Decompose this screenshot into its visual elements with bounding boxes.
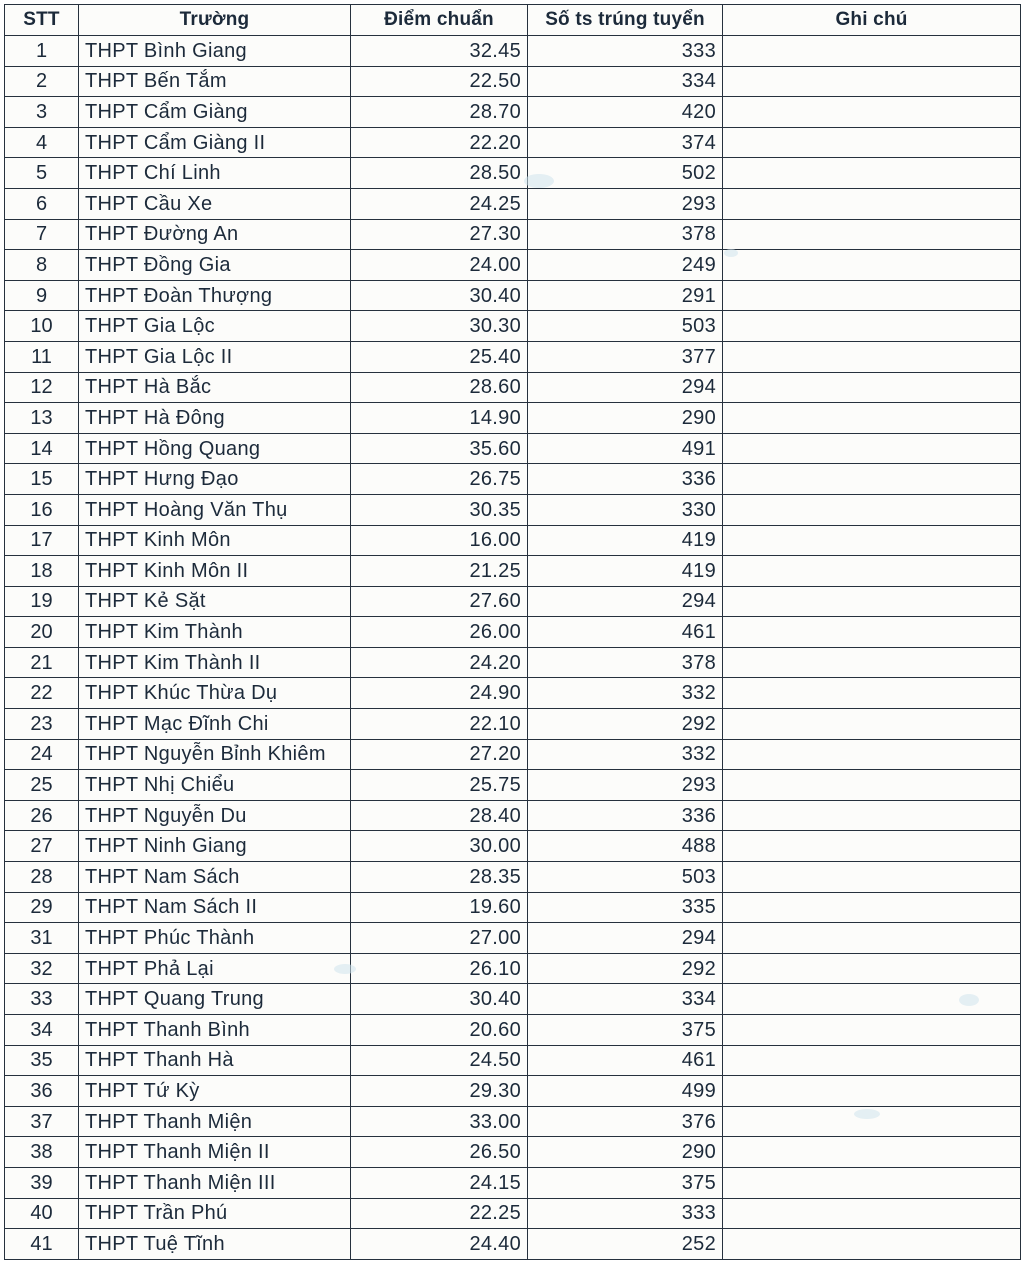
row-school: THPT Nguyễn Bỉnh Khiêm: [79, 739, 351, 770]
row-count: 503: [528, 862, 723, 893]
row-score: 30.35: [351, 494, 528, 525]
row-count: 419: [528, 525, 723, 556]
row-school: THPT Trần Phú: [79, 1198, 351, 1229]
row-note: [723, 800, 1021, 831]
row-note: [723, 372, 1021, 403]
row-note: [723, 311, 1021, 342]
header-note: Ghi chú: [723, 5, 1021, 36]
row-school: THPT Hồng Quang: [79, 433, 351, 464]
row-note: [723, 525, 1021, 556]
row-stt: 10: [5, 311, 79, 342]
row-count: 377: [528, 341, 723, 372]
row-school: THPT Tứ Kỳ: [79, 1076, 351, 1107]
row-stt: 41: [5, 1229, 79, 1260]
row-school: THPT Quang Trung: [79, 984, 351, 1015]
row-note: [723, 739, 1021, 770]
row-count: 294: [528, 372, 723, 403]
row-note: [723, 341, 1021, 372]
row-note: [723, 647, 1021, 678]
row-stt: 9: [5, 280, 79, 311]
row-stt: 7: [5, 219, 79, 250]
row-stt: 29: [5, 892, 79, 923]
row-school: THPT Đoàn Thượng: [79, 280, 351, 311]
header-stt: STT: [5, 5, 79, 36]
table-row: [5, 1137, 1021, 1168]
row-stt: 25: [5, 770, 79, 801]
row-score: 30.40: [351, 280, 528, 311]
row-count: 488: [528, 831, 723, 862]
row-school: THPT Tuệ Tĩnh: [79, 1229, 351, 1260]
row-stt: 21: [5, 647, 79, 678]
row-note: [723, 709, 1021, 740]
row-score: 24.15: [351, 1167, 528, 1198]
row-score: 24.25: [351, 188, 528, 219]
row-stt: 26: [5, 800, 79, 831]
row-score: 22.10: [351, 709, 528, 740]
row-school: THPT Cầu Xe: [79, 188, 351, 219]
row-school: THPT Thanh Miện III: [79, 1167, 351, 1198]
table-row: [5, 127, 1021, 158]
table-row: [5, 66, 1021, 97]
row-note: [723, 36, 1021, 67]
row-note: [723, 1198, 1021, 1229]
row-count: 334: [528, 66, 723, 97]
row-stt: 40: [5, 1198, 79, 1229]
row-note: [723, 494, 1021, 525]
table-row: [5, 1106, 1021, 1137]
row-stt: 15: [5, 464, 79, 495]
row-note: [723, 433, 1021, 464]
row-school: THPT Ninh Giang: [79, 831, 351, 862]
header-score: Điểm chuẩn: [351, 5, 528, 36]
row-score: 16.00: [351, 525, 528, 556]
row-school: THPT Thanh Hà: [79, 1045, 351, 1076]
row-count: 375: [528, 1015, 723, 1046]
row-stt: 19: [5, 586, 79, 617]
row-score: 24.50: [351, 1045, 528, 1076]
row-school: THPT Thanh Miện II: [79, 1137, 351, 1168]
row-school: THPT Cẩm Giàng: [79, 97, 351, 128]
admission-score-table: [4, 4, 1021, 1260]
row-score: 24.40: [351, 1229, 528, 1260]
row-note: [723, 1167, 1021, 1198]
row-score: 35.60: [351, 433, 528, 464]
row-note: [723, 1137, 1021, 1168]
row-score: 30.40: [351, 984, 528, 1015]
table-row: [5, 188, 1021, 219]
table-row: [5, 984, 1021, 1015]
row-school: THPT Bình Giang: [79, 36, 351, 67]
row-score: 27.60: [351, 586, 528, 617]
row-stt: 20: [5, 617, 79, 648]
row-count: 330: [528, 494, 723, 525]
row-score: 24.90: [351, 678, 528, 709]
row-stt: 22: [5, 678, 79, 709]
table-row: [5, 1015, 1021, 1046]
row-note: [723, 1045, 1021, 1076]
row-note: [723, 1015, 1021, 1046]
header-school: Trường: [79, 5, 351, 36]
row-stt: 27: [5, 831, 79, 862]
row-school: THPT Nguyễn Du: [79, 800, 351, 831]
row-score: 33.00: [351, 1106, 528, 1137]
row-count: 378: [528, 219, 723, 250]
row-stt: 4: [5, 127, 79, 158]
row-score: 27.30: [351, 219, 528, 250]
row-score: 28.50: [351, 158, 528, 189]
row-stt: 14: [5, 433, 79, 464]
row-school: THPT Gia Lộc II: [79, 341, 351, 372]
row-score: 28.70: [351, 97, 528, 128]
row-note: [723, 1106, 1021, 1137]
row-note: [723, 188, 1021, 219]
row-note: [723, 770, 1021, 801]
row-note: [723, 1076, 1021, 1107]
row-score: 27.20: [351, 739, 528, 770]
row-school: THPT Phúc Thành: [79, 923, 351, 954]
table-row: [5, 678, 1021, 709]
row-count: 374: [528, 127, 723, 158]
row-score: 30.30: [351, 311, 528, 342]
row-score: 30.00: [351, 831, 528, 862]
table-row: [5, 433, 1021, 464]
row-note: [723, 984, 1021, 1015]
table-row: [5, 800, 1021, 831]
row-score: 22.20: [351, 127, 528, 158]
row-school: THPT Kim Thành: [79, 617, 351, 648]
row-count: 333: [528, 1198, 723, 1229]
row-count: 294: [528, 586, 723, 617]
table-row: [5, 953, 1021, 984]
table-body: [5, 36, 1021, 1260]
table-row: [5, 158, 1021, 189]
row-note: [723, 219, 1021, 250]
row-stt: 36: [5, 1076, 79, 1107]
row-school: THPT Gia Lộc: [79, 311, 351, 342]
table-row: [5, 1167, 1021, 1198]
row-stt: 6: [5, 188, 79, 219]
row-school: THPT Nhị Chiểu: [79, 770, 351, 801]
row-school: THPT Đồng Gia: [79, 250, 351, 281]
row-stt: 34: [5, 1015, 79, 1046]
row-stt: 38: [5, 1137, 79, 1168]
row-school: THPT Kinh Môn II: [79, 556, 351, 587]
row-score: 14.90: [351, 403, 528, 434]
row-count: 293: [528, 770, 723, 801]
row-score: 22.25: [351, 1198, 528, 1229]
row-score: 32.45: [351, 36, 528, 67]
row-score: 28.35: [351, 862, 528, 893]
row-stt: 39: [5, 1167, 79, 1198]
row-stt: 17: [5, 525, 79, 556]
row-stt: 12: [5, 372, 79, 403]
row-score: 24.00: [351, 250, 528, 281]
row-count: 376: [528, 1106, 723, 1137]
row-score: 20.60: [351, 1015, 528, 1046]
row-score: 25.75: [351, 770, 528, 801]
row-school: THPT Phả Lại: [79, 953, 351, 984]
row-stt: 3: [5, 97, 79, 128]
row-school: THPT Kim Thành II: [79, 647, 351, 678]
row-count: 502: [528, 158, 723, 189]
row-stt: 33: [5, 984, 79, 1015]
table-row: [5, 1045, 1021, 1076]
row-count: 378: [528, 647, 723, 678]
table-row: [5, 403, 1021, 434]
table-row: [5, 1229, 1021, 1260]
row-school: THPT Khúc Thừa Dụ: [79, 678, 351, 709]
table-row: [5, 97, 1021, 128]
row-stt: 13: [5, 403, 79, 434]
row-count: 461: [528, 1045, 723, 1076]
row-note: [723, 250, 1021, 281]
row-score: 21.25: [351, 556, 528, 587]
row-note: [723, 617, 1021, 648]
row-score: 28.40: [351, 800, 528, 831]
table-row: [5, 617, 1021, 648]
row-school: THPT Đường An: [79, 219, 351, 250]
table-row: [5, 36, 1021, 67]
row-stt: 31: [5, 923, 79, 954]
row-note: [723, 556, 1021, 587]
row-stt: 28: [5, 862, 79, 893]
row-stt: 5: [5, 158, 79, 189]
row-stt: 16: [5, 494, 79, 525]
table-row: [5, 923, 1021, 954]
row-note: [723, 403, 1021, 434]
table-row: [5, 556, 1021, 587]
row-score: 25.40: [351, 341, 528, 372]
row-stt: 2: [5, 66, 79, 97]
table-row: [5, 494, 1021, 525]
row-note: [723, 280, 1021, 311]
row-stt: 32: [5, 953, 79, 984]
row-note: [723, 892, 1021, 923]
row-count: 293: [528, 188, 723, 219]
row-score: 26.10: [351, 953, 528, 984]
row-school: THPT Chí Linh: [79, 158, 351, 189]
row-score: 19.60: [351, 892, 528, 923]
row-stt: 18: [5, 556, 79, 587]
row-school: THPT Hoàng Văn Thụ: [79, 494, 351, 525]
row-school: THPT Nam Sách II: [79, 892, 351, 923]
row-count: 332: [528, 739, 723, 770]
table-row: [5, 219, 1021, 250]
row-score: 22.50: [351, 66, 528, 97]
row-count: 294: [528, 923, 723, 954]
table-row: [5, 464, 1021, 495]
row-score: 29.30: [351, 1076, 528, 1107]
row-stt: 24: [5, 739, 79, 770]
row-stt: 35: [5, 1045, 79, 1076]
row-score: 26.50: [351, 1137, 528, 1168]
table-header: [5, 5, 1021, 36]
row-count: 290: [528, 403, 723, 434]
row-stt: 11: [5, 341, 79, 372]
row-school: THPT Thanh Miện: [79, 1106, 351, 1137]
table-row: [5, 892, 1021, 923]
row-note: [723, 678, 1021, 709]
row-score: 26.00: [351, 617, 528, 648]
row-count: 375: [528, 1167, 723, 1198]
row-school: THPT Hà Đông: [79, 403, 351, 434]
table-row: [5, 372, 1021, 403]
row-count: 503: [528, 311, 723, 342]
row-note: [723, 1229, 1021, 1260]
row-school: THPT Kẻ Sặt: [79, 586, 351, 617]
table-row: [5, 311, 1021, 342]
row-count: 336: [528, 464, 723, 495]
table-row: [5, 280, 1021, 311]
table-row: [5, 831, 1021, 862]
header-count: Số ts trúng tuyển: [528, 5, 723, 36]
row-note: [723, 923, 1021, 954]
table-row: [5, 1076, 1021, 1107]
table-row: [5, 739, 1021, 770]
row-stt: 37: [5, 1106, 79, 1137]
table-row: [5, 341, 1021, 372]
row-count: 461: [528, 617, 723, 648]
row-school: THPT Bến Tắm: [79, 66, 351, 97]
row-count: 249: [528, 250, 723, 281]
row-school: THPT Hưng Đạo: [79, 464, 351, 495]
table-row: [5, 647, 1021, 678]
row-school: THPT Thanh Bình: [79, 1015, 351, 1046]
table-row: [5, 862, 1021, 893]
table-row: [5, 770, 1021, 801]
row-score: 28.60: [351, 372, 528, 403]
table-row: [5, 1198, 1021, 1229]
row-note: [723, 158, 1021, 189]
table-row: [5, 709, 1021, 740]
row-count: 292: [528, 709, 723, 740]
row-note: [723, 464, 1021, 495]
row-note: [723, 831, 1021, 862]
row-count: 335: [528, 892, 723, 923]
row-stt: 23: [5, 709, 79, 740]
row-score: 26.75: [351, 464, 528, 495]
row-stt: 8: [5, 250, 79, 281]
table-row: [5, 250, 1021, 281]
row-school: THPT Kinh Môn: [79, 525, 351, 556]
row-note: [723, 953, 1021, 984]
row-score: 24.20: [351, 647, 528, 678]
row-note: [723, 127, 1021, 158]
row-school: THPT Nam Sách: [79, 862, 351, 893]
header-row: [5, 5, 1021, 36]
row-note: [723, 862, 1021, 893]
row-score: 27.00: [351, 923, 528, 954]
row-count: 420: [528, 97, 723, 128]
row-note: [723, 66, 1021, 97]
row-count: 336: [528, 800, 723, 831]
row-count: 332: [528, 678, 723, 709]
row-count: 499: [528, 1076, 723, 1107]
row-note: [723, 97, 1021, 128]
row-count: 252: [528, 1229, 723, 1260]
row-stt: 1: [5, 36, 79, 67]
row-school: THPT Cẩm Giàng II: [79, 127, 351, 158]
row-count: 291: [528, 280, 723, 311]
table-row: [5, 586, 1021, 617]
row-count: 290: [528, 1137, 723, 1168]
scanned-sheet: [4, 4, 1020, 1260]
row-school: THPT Hà Bắc: [79, 372, 351, 403]
row-count: 419: [528, 556, 723, 587]
row-count: 334: [528, 984, 723, 1015]
row-note: [723, 586, 1021, 617]
row-count: 333: [528, 36, 723, 67]
row-count: 491: [528, 433, 723, 464]
table-row: [5, 525, 1021, 556]
row-count: 292: [528, 953, 723, 984]
row-school: THPT Mạc Đĩnh Chi: [79, 709, 351, 740]
